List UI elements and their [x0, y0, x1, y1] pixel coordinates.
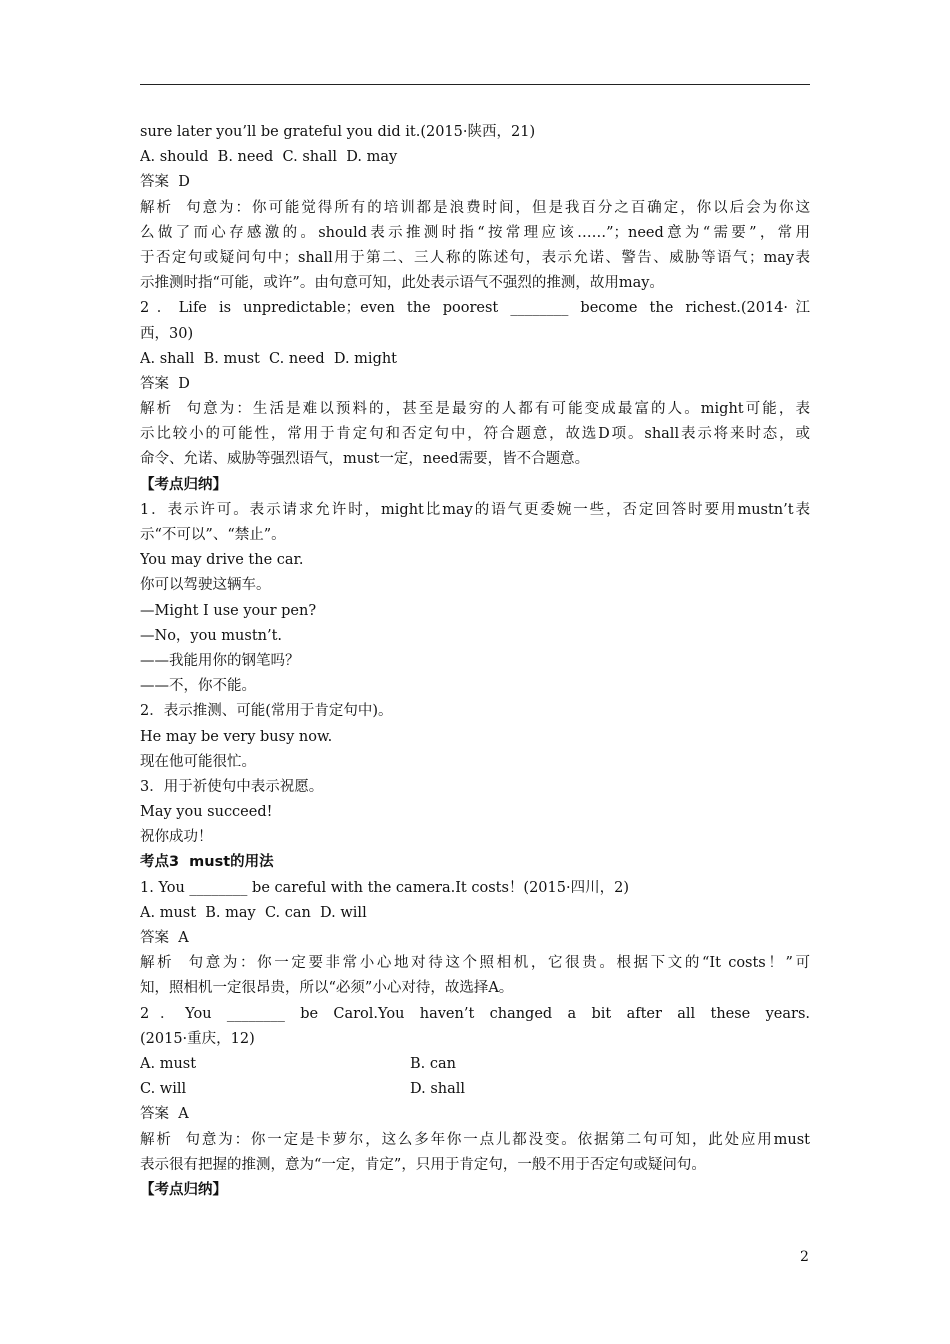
question-line: (2015·重庆，12)	[140, 1030, 255, 1047]
section-heading: 【考点归纳】	[140, 1181, 227, 1198]
example-line: He may be very busy now.	[140, 728, 333, 745]
answer-line: 答案 A	[140, 1106, 189, 1123]
option-c: C. will	[140, 1081, 187, 1098]
summary-line: 示“不可以”、“禁止”。	[140, 527, 286, 543]
summary-line: 2．表示推测、可能(常用于肯定句中)。	[140, 703, 393, 720]
question-line: 1. You ________ be careful with the camera.It costs！(2015·四川，2)	[140, 879, 629, 896]
analysis-line: 表示很有把握的推测，意为“一定，肯定”，只用于肯定句，一般不用于否定句或疑问句。	[140, 1156, 706, 1173]
options-line: A. should B. need C. shall D. may	[140, 149, 398, 166]
summary-line: 3．用于祈使句中表示祝愿。	[140, 778, 324, 795]
page-number: 2	[800, 1249, 809, 1265]
options-line: A. must B. may C. can D. will	[140, 904, 367, 921]
analysis-line: 知，照相机一定很昂贵，所以“必须”小心对待，故选择A。	[140, 980, 514, 997]
question-line: 2．You ________ be Carol.You haven’t changed a bit after all these years.	[140, 1005, 810, 1022]
analysis-line: 于否定句或疑问句中；shall用于第二、三人称的陈述句，表示允诺、警告、威胁等语气；may表	[140, 249, 810, 266]
example-line: ——不，你不能。	[140, 678, 256, 695]
section-heading: 【考点归纳】	[140, 476, 227, 493]
header-rule	[140, 84, 810, 85]
answer-line: 答案 D	[140, 174, 190, 191]
analysis-line: 么做了而心存感激的。should表示推测时指“按常理应该……”；need意为“需要”，常用	[140, 224, 810, 241]
analysis-line: 示推测时指“可能，或许”。由句意可知，此处表示语气不强烈的推测，故用may。	[140, 275, 664, 292]
option-a: A. must	[140, 1055, 197, 1072]
example-line: ——我能用你的钢笔吗？	[140, 652, 300, 669]
option-b: B. can	[410, 1055, 456, 1072]
options-row	[140, 1077, 810, 1102]
analysis-line: 命令、允诺、威胁等强烈语气，must一定，need需要，皆不合题意。	[140, 451, 590, 468]
option-d: D. shall	[410, 1081, 466, 1098]
analysis-line: 解析 句意为：生活是难以预料的，甚至是最穷的人都有可能变成最富的人。might可能，表	[140, 401, 810, 418]
document-body	[140, 120, 810, 1203]
options-row	[140, 1052, 810, 1077]
example-line: —Might I use your pen?	[140, 602, 317, 619]
answer-line: 答案 D	[140, 375, 190, 392]
example-line: 你可以驾驶这辆车。	[140, 577, 271, 594]
summary-line: 1．表示许可。表示请求允许时，might比may的语气更委婉一些，否定回答时要用mustn’t表	[140, 501, 810, 518]
question-line: 西，30)	[140, 325, 194, 342]
answer-line: 答案 A	[140, 930, 189, 946]
section-heading: 考点3 must的用法	[140, 854, 274, 871]
example-line: —No，you mustn’t.	[140, 627, 283, 644]
example-line: 祝你成功！	[140, 829, 213, 846]
analysis-line: 解析 句意为：你可能觉得所有的培训都是浪费时间，但是我百分之百确定，你以后会为你这	[140, 199, 810, 216]
example-line: May you succeed!	[140, 804, 273, 821]
example-line: You may drive the car.	[140, 552, 304, 569]
options-line: A. shall B. must C. need D. might	[140, 350, 398, 367]
question-line: 2．Life is unpredictable；even the poorest ________ become the richest.(2014·江	[140, 300, 810, 317]
text-line: sure later you’ll be grateful you did it.(2015·陕西，21)	[140, 124, 536, 140]
analysis-line: 示比较小的可能性，常用于肯定句和否定句中，符合题意，故选D项。shall表示将来时态，或	[140, 426, 810, 443]
analysis-line: 解析 句意为：你一定要非常小心地对待这个照相机，它很贵。根据下文的“It costs！”可	[140, 955, 810, 972]
analysis-line: 解析 句意为：你一定是卡萝尔，这么多年你一点儿都没变。依据第二句可知，此处应用must	[140, 1131, 810, 1148]
example-line: 现在他可能很忙。	[140, 753, 256, 770]
